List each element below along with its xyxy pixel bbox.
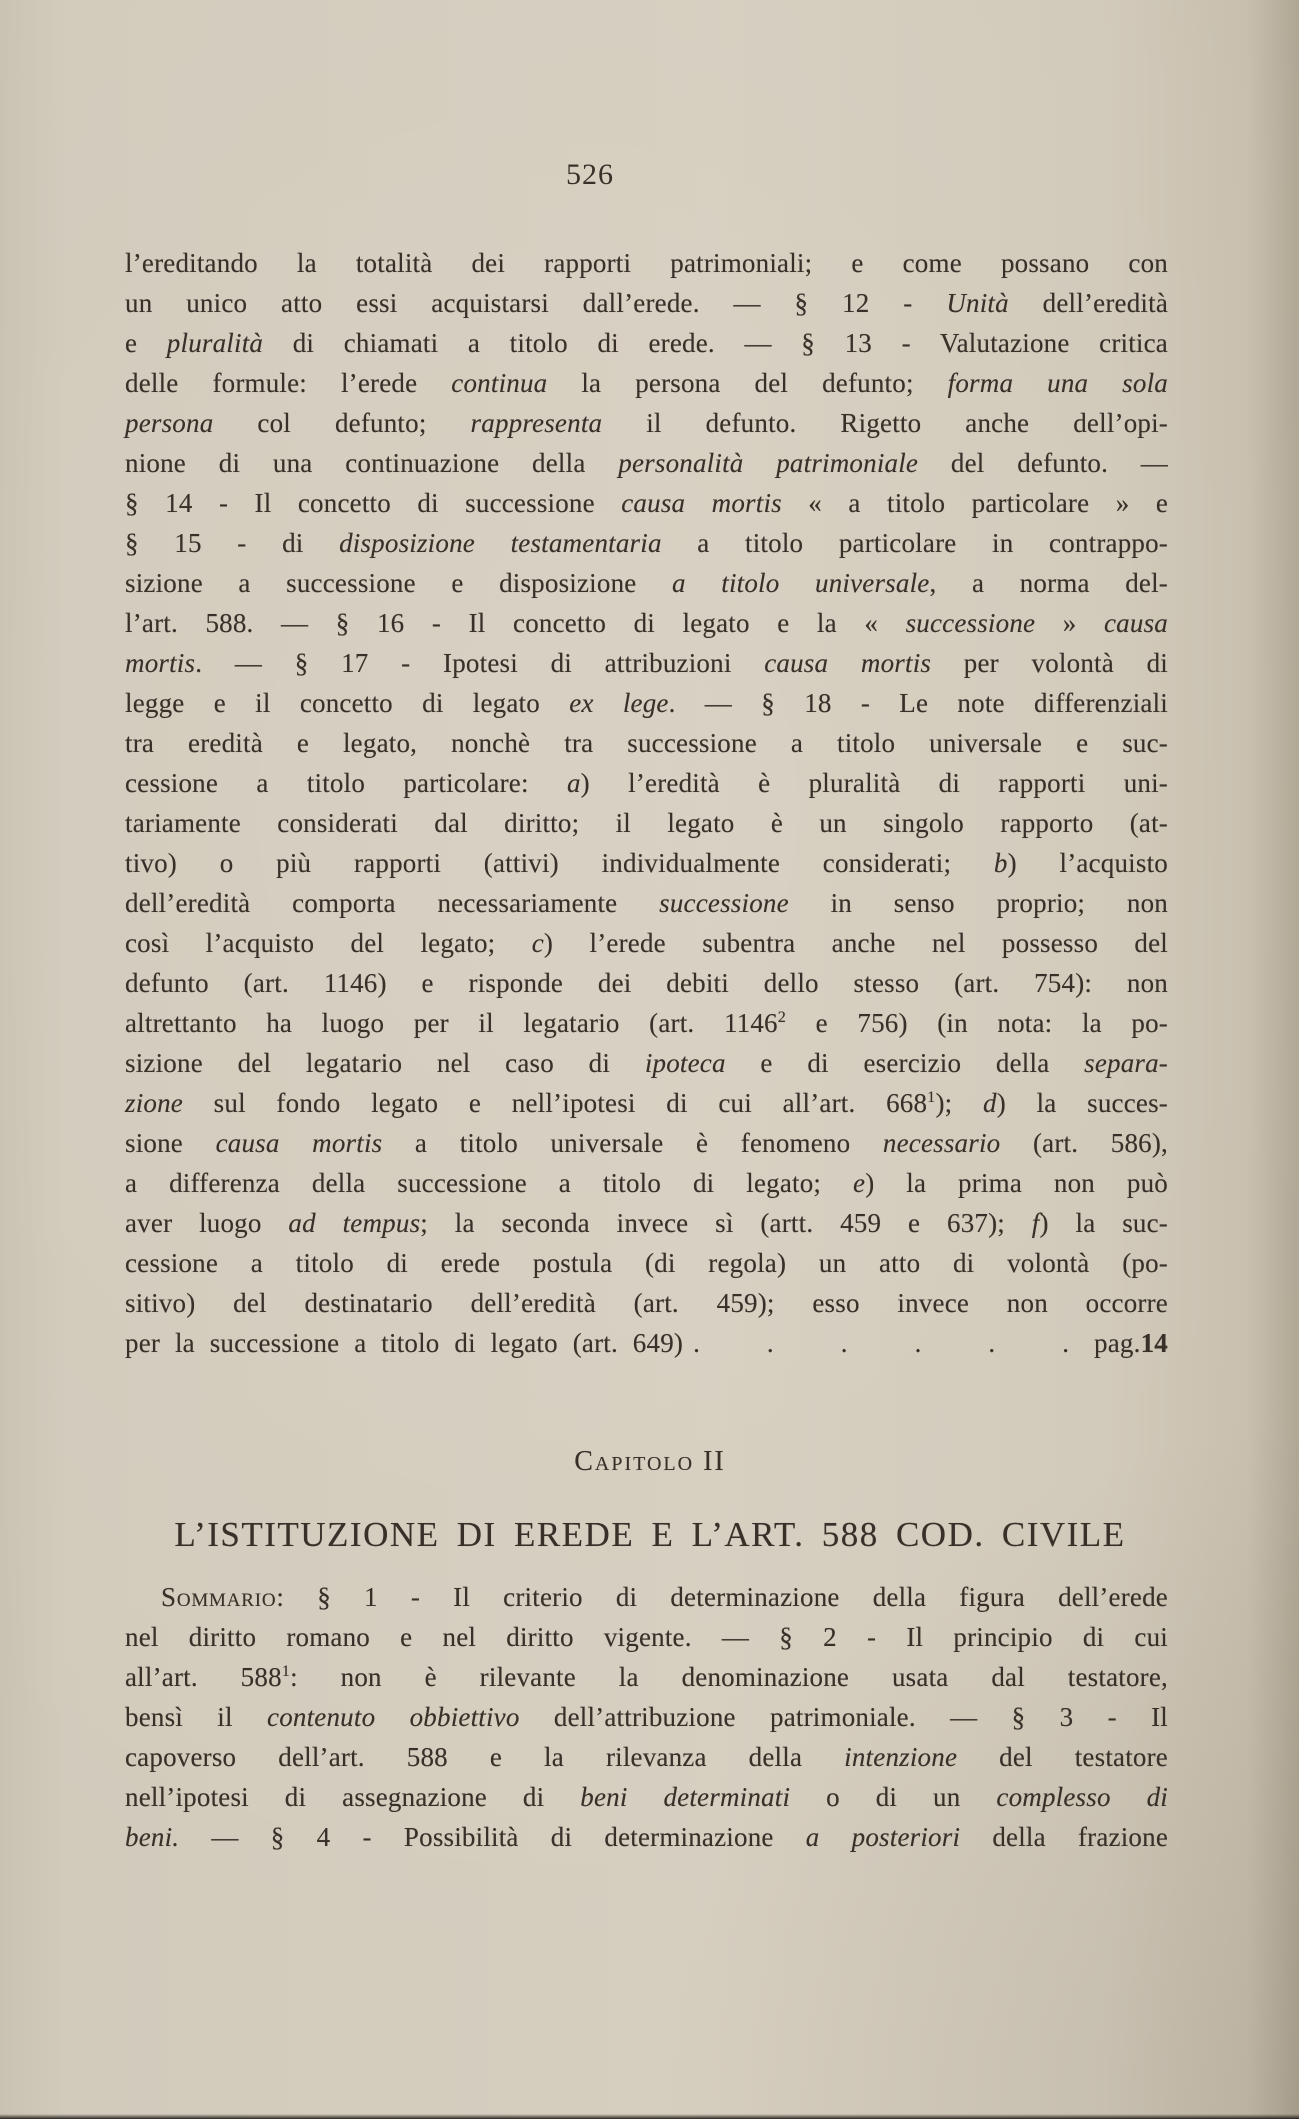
text-line: mortis. — § 17 - Ipotesi di attribuzioni causa mortis per volontà di (125, 648, 1168, 678)
text-line: sitivo) del destinatario dell’eredità (art. 459); esso invece non occorre (125, 1288, 1168, 1318)
text-line: § 15 - di disposizione testamentaria a titolo particolare in contrappo- (125, 528, 1168, 558)
text-line: sione causa mortis a titolo universale è fenomeno necessario (art. 586), (125, 1128, 1168, 1158)
text-line: nell’ipotesi di assegnazione di beni determinati o di un complesso di (125, 1782, 1169, 1812)
text-line: aver luogo ad tempus; la seconda invece sì (artt. 459 e 637); f) la suc- (125, 1208, 1168, 1238)
text-line: beni. — § 4 - Possibilità di determinazione a posteriori della frazione (125, 1822, 1169, 1852)
toc-summary-block (125, 243, 1168, 1363)
text-line: cessione a titolo di erede postula (di regola) un atto di volontà (po- (125, 1248, 1168, 1278)
text-line: per la successione a titolo di legato (art. 649) . . . . . . pag.14 (125, 1328, 1168, 1358)
page-number: 526 (566, 158, 614, 191)
text-line: Sommario: § 1 - Il criterio di determinazione della figura dell’erede (161, 1582, 1168, 1612)
text-line: un unico atto essi acquistarsi dall’erede. — § 12 - Unità dell’eredità (125, 288, 1168, 318)
text-line: l’art. 588. — § 16 - Il concetto di legato e la « successione » causa (125, 608, 1168, 638)
text-line: cessione a titolo particolare: a) l’eredità è pluralità di rapporti uni- (125, 768, 1168, 798)
text-line: legge e il concetto di legato ex lege. — § 18 - Le note differenziali (125, 688, 1168, 718)
sommario-block (125, 1577, 1168, 1857)
text-line: sizione del legatario nel caso di ipoteca e di esercizio della separa- (125, 1048, 1168, 1078)
text-line: tivo) o più rapporti (attivi) individualmente considerati; b) l’acquisto (125, 848, 1168, 878)
text-line: zione sul fondo legato e nell’ipotesi di cui all’art. $668^1$); d) la succes- (125, 1088, 1168, 1118)
text-line: sizione a successione e disposizione a titolo universale, a norma del- (125, 568, 1168, 598)
chapter-title: L’ISTITUZIONE DI EREDE E L’ART. 588 COD. CIVILE (174, 1515, 1126, 1554)
text-line: persona col defunto; rappresenta il defunto. Rigetto anche dell’opi- (125, 408, 1168, 438)
text-line: dell’eredità comporta necessariamente successione in senso proprio; non (125, 888, 1168, 918)
text-line: l’ereditando la totalità dei rapporti patrimoniali; e come possano con (125, 248, 1168, 278)
text-line: defunto (art. 1146) e risponde dei debiti dello stesso (art. 754): non (125, 968, 1168, 998)
text-line: tariamente considerati dal diritto; il legato è un singolo rapporto (at- (125, 808, 1168, 838)
text-line: tra eredità e legato, nonchè tra successione a titolo universale e suc- (125, 728, 1168, 758)
text-line: a differenza della successione a titolo di legato; e) la prima non può (125, 1168, 1168, 1198)
text-line: altrettanto ha luogo per il legatario (art. 1146$^2$ e 756) (in nota: la po- (125, 1008, 1169, 1038)
text-line: nione di una continuazione della personalità patrimoniale del defunto. — (125, 448, 1168, 478)
text-line: capoverso dell’art. 588 e la rilevanza della intenzione del testatore (125, 1742, 1168, 1772)
text-line: bensì il contenuto obbiettivo dell’attribuzione patrimoniale. — § 3 - Il (125, 1702, 1169, 1732)
text-line: delle formule: l’erede continua la persona del defunto; forma una sola (125, 368, 1168, 398)
text-line: nel diritto romano e nel diritto vigente. — § 2 - Il principio di cui (125, 1622, 1168, 1652)
text-line: § 14 - Il concetto di successione causa mortis « a titolo particolare » e (125, 488, 1169, 518)
text-line: all’art. $588^1$: non è rilevante la denominazione usata dal testatore, (125, 1662, 1168, 1692)
text-line: e pluralità di chiamati a titolo di erede. — § 13 - Valutazione critica (125, 328, 1168, 358)
chapter-label: Capitolo II (574, 1446, 726, 1477)
text-line: così l’acquisto del legato; c) l’erede subentra anche nel possesso del (125, 928, 1169, 958)
